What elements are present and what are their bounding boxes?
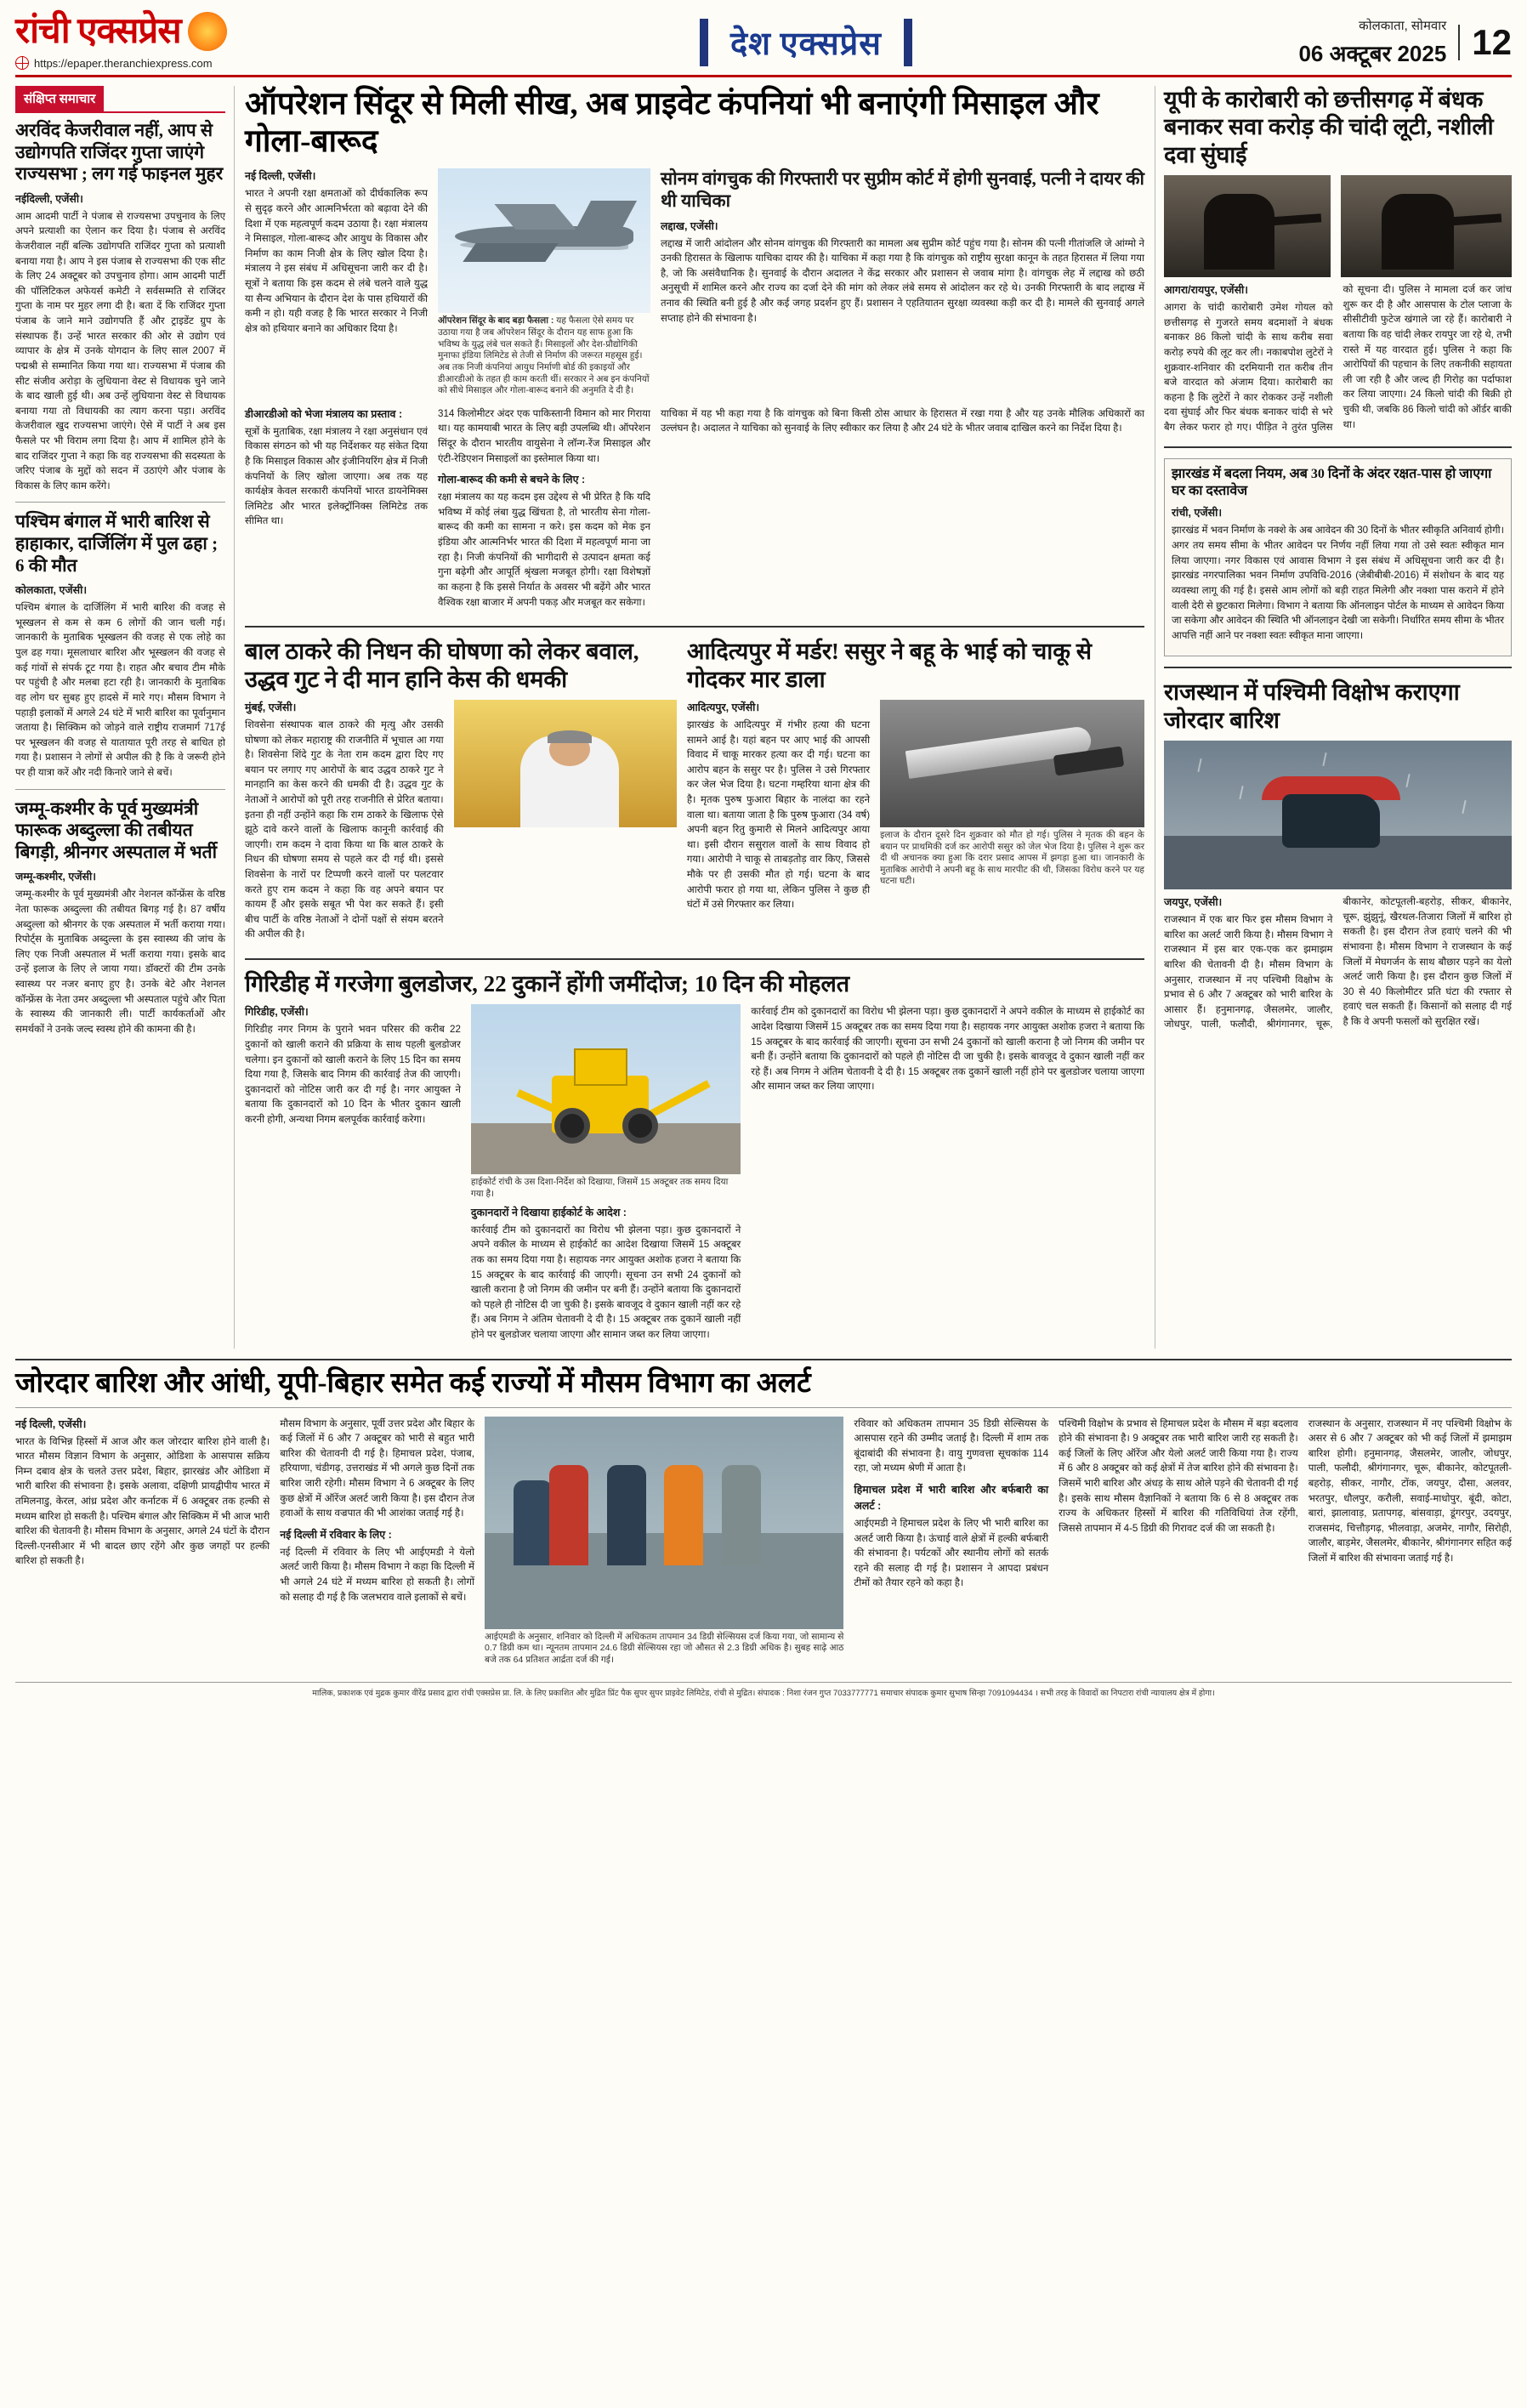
- subheading: दुकानदारों ने दिखाया हाईकोर्ट के आदेश :: [470, 1206, 627, 1218]
- murder-text-right: इलाज के दौरान दूसरे दिन शुक्रवार को मौत हो गई। पुलिस ने मृतक की बहन के बयान पर प्राथमिकी दर्ज कर आरोपी ससुर को जेल भेज दिया है। पुलिस ने शुरू कर दी थी अचानक क्या हुआ कि दरार प्रसाद आपस में झगड़ा हुआ था। जानकारी के मुताबिक आरोपी ने अपनी बहू के साथ मारपीट की थी, जिसका विरोध करने पर यह घटना घटी।: [880, 829, 1144, 887]
- decorative-bar-right: [904, 19, 912, 66]
- decorative-bar-left: [700, 19, 708, 66]
- story-text: जम्मू-कश्मीर के पूर्व मुख्यमंत्री और नेशनल कॉन्फ्रेंस के वरिष्ठ नेता फारूक अब्दुल्ला की तबीयत बिगड़ गई है। 87 वर्षीय अब्दुल्ला को श्रीनगर के एक अस्पताल में भर्ती कराया गया। रिपोर्ट्स के मुताबिक अब्दुल्ला के इस स्वास्थ्य की जांच के लिए एक निजी अस्पताल में भर्ती कराया गया। इसके बाद उन्हें इलाज के लिए ले जाया गया। डॉक्टरों की टीम उनके स्वास्थ्य पर नजर बनाए हुए है। उनके बेटे और नेशनल कॉन्फ्रेंस के नेता उमर अब्दुल्ला भी अस्पताल पहुंचे और पिता के स्वास्थ्य की जानकारी ली। पार्टी कार्यकर्ताओं और समर्थकों ने उनके जल्द स्वस्थ होने की कामना की है।: [15, 889, 225, 1035]
- story-text: झारखंड के आदित्यपुर में गंभीर हत्या की घटना सामने आई है। यहां बहन पर आए भाई की आपसी विवाद में चाकू मारकर हत्या कर दी गई। घटना का आरोप बहन के ससुर पर है। पुलिस ने उसे गिरफ्तार कर जेल भेज दिया है। घटना गम्हरिया थाना क्षेत्र की है। मृतक पुरुष फुआरा बिहार के नालंदा का रहने वाला था। बताया जाता है कि पुरुष फुआरा (34 वर्ष) अपनी बहन रितु कुमारी से मिलने आदित्यपुर आया था। इसी दौरान ससुराल वालों के साथ विवाद हो गया। आरोपी ने चाकू से ताबड़तोड़ वार किए, जिससे मौके पर ही उसकी मौत हो गई। घटना के बाद आरोपी फरार हो गया था, लेकिन पुलिस ने कुछ ही घंटों में उसे गिरफ्तार कर लिया।: [686, 718, 871, 911]
- masthead: [15, 12, 1512, 77]
- story-text: भारत के विभिन्न हिस्सों में आज और कल जोरदार बारिश होने वाली है। भारत मौसम विज्ञान विभाग के अनुसार, ओडिशा के आसपास सक्रिय निम्न दबाव क्षेत्र के चलते उत्तर प्रदेश, बिहार, झारखंड और ओडिशा में भारी बारिश की संभावना है। इसके अलावा, दक्षिणी प्रायद्वीपीय भारत में तमिलनाडु, केरल, आंध्र प्रदेश और कर्नाटक में 6 अक्टूबर तक हल्की से मध्यम बारिश हो सकती है। पश्चिम बंगाल और सिक्किम में भी आज भारी बारिश की चेतावनी है। मौसम विभाग के अनुसार, अगले 24 घंटों के दौरान दिल्ली-एनसीआर में भी बादल छाए रहेंगे और कुछ जगहों पर हल्की बारिश हो सकती है।: [15, 1435, 270, 1567]
- brief-story-1-headline: अरविंद केजरीवाल नहीं, आप से उद्योगपति राजिंदर गुप्ता जाएंगे राज्यसभा ; लग गई फाइनल मुहर: [15, 120, 224, 185]
- weather-col-4: [854, 1417, 1048, 1671]
- divider: [245, 958, 1144, 960]
- story-text: कार्रवाई टीम को दुकानदारों का विरोध भी झेलना पड़ा। कुछ दुकानदारों ने अपने वकील के माध्यम से हाईकोर्ट का आदेश दिखाया जिसमें 15 अक्टूबर तक का समय दिया गया है। सहायक नगर आयुक्त अशोक हजरा ने बताया कि 15 अक्टूबर के बाद कार्रवाई की जाएगी। सूचना उन सभी 24 दुकानों को खाली कराना है जो निगम की जमीन पर बनी हैं। उन्होंने बताया कि दुकानदारों को पहले ही नोटिस दी जा चुकी है। इसके बावजूद वे दुकान खाली नहीं कर रहे हैं। अब निगम ने अंतिम चेतावनी दे दी है। 15 अक्टूबर तक दुकानें खाली नहीं होने पर बुलडोजर चलाया जाएगा और सामान जब्त कर लिया जाएगा।: [751, 1006, 1144, 1093]
- divider: [1164, 446, 1512, 448]
- lead-col-3: [661, 168, 1144, 400]
- dateline: आगरा/रायपुर, एजेंसी।: [1164, 284, 1249, 297]
- story-text: झारखंड में भवन निर्माण के नक्शे के अब आवेदन की 30 दिनों के भीतर स्वीकृति अनिवार्य होगी। अगर तय समय सीमा के भीतर आवेदन पर निर्णय नहीं लिया गया तो उसे स्वतः स्वीकृत मान लिया जाएगा। नगर विकास एवं आवास विभाग ने इस संबंध में अधिसूचना जारी कर दी है। झारखंड नगरपालिका भवन निर्माण उपविधि-2016 (जेबीबीबी-2016) में संशोधन के बाद यह व्यवस्था लागू की गई है। इससे आम लोगों को बड़ी राहत मिलेगी और नक्शा पास कराने में होने वाली देरी से छुटकारा मिलेगा। विभाग ने बताया कि ऑनलाइन पोर्टल के माध्यम से आवेदन किया जा सकेगा और आवेदन की स्थिति भी ऑनलाइन देखी जा सकेगी। निर्धारित समय सीमा के भीतर आपत्ति नहीं आने पर नक्शा स्वतः स्वीकृत माना जाएगा।: [1172, 525, 1504, 641]
- pedestrian: [514, 1480, 553, 1565]
- dateline: जयपुर, एजेंसी।: [1164, 896, 1223, 909]
- giridih-story: [245, 970, 1144, 1349]
- subheading: हिमाचल प्रदेश में भारी बारिश और बर्फबारी का अलर्ट :: [854, 1483, 1049, 1512]
- logo-text: रांची एक्सप्रेस: [15, 12, 181, 51]
- epaper-url[interactable]: [15, 56, 381, 70]
- gunman-figure: [1382, 194, 1453, 270]
- lead-photo-block: [438, 168, 650, 400]
- murder-text-left: [687, 700, 870, 918]
- sun-icon: [188, 12, 227, 51]
- brief-story-3-headline: जम्मू-कश्मीर के पूर्व मुख्यमंत्री फारूक अब्दुल्ला की तबीयत बिगड़ी, श्रीनगर अस्पताल में भर्ती: [15, 798, 218, 862]
- caption-text: यह फैसला ऐसे समय पर उठाया गया है जब ऑपरेशन सिंदूर के दौरान यह साफ हुआ कि भविष्य के युद्ध लंबे चल सकते हैं। मिसाइलों और देश-प्रौद्योगिकी मुनाफा इंडिया लिमिटेड से तेजी से निर्माण की जरूरत महसूस हुई। अब तक निजी कंपनियां आयुध निर्माणी बोर्ड की इकाइयों और डीआरडीओ के तहत ही काम करती थीं। सरकार ने अब इन कंपनियों को सीधे मिसाइल और गोला-बारूद बनाने की अनुमति दे दी है।: [438, 315, 650, 396]
- lead-sub-1: [245, 406, 428, 616]
- silver-loot-body: [1164, 282, 1512, 436]
- brief-story-2-headline: पश्चिम बंगाल में भारी बारिश से हाहाकार, दार्जिलिंग में पुल ढहा ; 6 की मौत: [15, 511, 219, 576]
- weather-col-2: [280, 1417, 474, 1671]
- weather-col-3: आईएमडी के अनुसार, शनिवार को दिल्ली में अधिकतम तापमान 34 डिग्री सेल्सियस दर्ज किया गया, जो सामान्य से 0.7 डिग्री कम था। न्यूनतम तापमान 24.6 डिग्री सेल्सियस रहा जो औसत से 2.3 डिग्री अधिक है। सुबह साढ़े आठ बजे तक 64 प्रतिशत आर्द्रता दर्ज की गई।: [484, 1631, 844, 1665]
- story-text: आईएमडी ने हिमाचल प्रदेश के लिए भी भारी बारिश का अलर्ट जारी किया है। ऊंचाई वाले क्षेत्रों में हल्की बर्फबारी की संभावना है। पर्यटकों और स्थानीय लोगों को सतर्क रहने की सलाह दी गई है। प्रशासन ने आपदा प्रबंधन टीमों को तैयार रहने को कहा है।: [854, 1517, 1049, 1589]
- edition-place: कोलकाता, सोमवार: [1359, 19, 1447, 33]
- newspaper-logo: [15, 12, 381, 51]
- page-body: [15, 86, 1512, 1349]
- caption-label: ऑपरेशन सिंदूर के बाद बड़ा फैसला :: [438, 315, 554, 327]
- section-title: देश एक्सप्रेस: [729, 26, 882, 62]
- dateline: लद्दाख, एजेंसी।: [661, 219, 718, 232]
- lead-story-top: [245, 168, 1144, 400]
- story-text: नई दिल्ली में रविवार के लिए भी आईएमडी ने येलो अलर्ट जारी किया है। मौसम विभाग ने कहा कि दिल्ली में भी अगले 24 घंटे में मध्यम बारिश हो सकती है। लोगों को सलाह दी गई है कि जलभराव वाले इलाकों से बचें।: [280, 1546, 474, 1603]
- giridih-body: [245, 1004, 1144, 1348]
- story-text: कार्रवाई टीम को दुकानदारों का विरोध भी झेलना पड़ा। कुछ दुकानदारों ने अपने वकील के माध्यम से हाईकोर्ट का आदेश दिखाया जिसमें 15 अक्टूबर तक का समय दिया गया है। सहायक नगर आयुक्त अशोक हजरा ने बताया कि 15 अक्टूबर के बाद कार्रवाई की जाएगी। सूचना उन सभी 24 दुकानों को खाली कराना है जो निगम की जमीन पर बनी हैं। उन्होंने बताया कि दुकानदारों को पहले ही नोटिस दी जा चुकी है। इसके बावजूद वे दुकान खाली नहीं कर रहे हैं। अब निगम ने अंतिम चेतावनी दे दी है। 15 अक्टूबर तक दुकानें खाली नहीं होने पर बुलडोजर चलाया जाएगा और सामान जब्त कर लिया जाएगा।: [470, 1224, 741, 1340]
- story-text: भारत ने अपनी रक्षा क्षमताओं को दीर्घकालिक रूप से सुदृढ़ करने और आत्मनिर्भरता को बढ़ावा देने की दिशा में एक महत्वपूर्ण कदम उठाया है। रक्षा मंत्रालय ने मिसाइल, गोला-बारूद और आयुध के विकास और निर्माण का काम निजी क्षेत्र के लिए खोल दिया है। मंत्रालय ने इस संबंध में अधिसूचना जारी कर दी है। सूत्रों ने बताया कि इस कदम से लंबे चलने वाले युद्ध या सैन्य अभियान के दौरान देश के पास हथियारों की कमी न हो। यही वजह है कि भारत सरकार ने निजी क्षेत्र को हथियार बनाने का अधिकार दिया है।: [245, 188, 428, 334]
- subheading: नई दिल्ली में रविवार के लिए :: [280, 1528, 392, 1541]
- weather-col-1: [15, 1417, 270, 1671]
- main-column: [245, 86, 1144, 1349]
- story-text: लद्दाख में जारी आंदोलन और सोनम वांगचुक की गिरफ्तारी का मामला अब सुप्रीम कोर्ट पहुंच गया है। सोनम की पत्नी गीतांजलि जे आंग्मो ने उनकी हिरासत के खिलाफ याचिका दायर की है। याचिका में कहा गया है कि वांगचुक को राष्ट्रीय सुरक्षा कानून के तहत हिरासत में लिया गया है, जो कि असंवैधानिक है। सुनवाई के दौरान अदालत ने केंद्र सरकार और प्रशासन से जवाब मांगा है। वांगचुक लेह में लद्दाख को छठी अनुसूची में शामिल करने और राज्य का दर्जा देने की मांग को लेकर लंबे समय से आंदोलन कर रहे थे। उनकी गिरफ्तारी के बाद लद्दाख में तनाव की स्थिति बनी हुई है और कई जगह प्रदर्शन हुए हैं। प्रशासन ने एहतियातन सुरक्षा व्यवस्था कड़ी कर दी है। मामले की सुनवाई अगले सप्ताह होने की संभावना है।: [661, 237, 1144, 324]
- pedestrian: [664, 1465, 703, 1565]
- story-text: राजस्थान में एक बार फिर इस मौसम विभाग ने बारिश का अलर्ट जारी किया है। मौसम विभाग ने राजस्थान में इस बार एक-एक कर झमाझम बारिश की चेतावनी दी है। मौसम विभाग के अनुसार, राजस्थान में नए पश्चिमी विक्षोभ के प्रभाव से 6 और 7 अक्टूबर को भारी बारिश के आसार हैं। हनुमानगढ़, जैसलमेर, जालौर, जोधपुर, पाली, फलौदी, श्रीगंगानगर, चूरू, बीकानेर, कोटपूतली-बहरोड़, सीकर, बीकानेर, चूरू, झुंझुनूं, खैरथल-तिजारा जिलों में बारिश हो सकती है। इस दौरान तेज हवाएं चलने की भी संभावना है। मौसम विभाग ने राजस्थान के कई जिलों में मेघगर्जन के साथ बौछार पड़ने का येलो अलर्ट जारी किया है। इस दौरान कुछ जिलों में 30 से 40 किलोमीटर प्रति घंटा की रफ्तार से हवाएं चल सकती हैं। किसानों को सलाह दी गई है कि वे अपनी फसलों को सुरक्षित रखें।: [1164, 896, 1512, 1031]
- jharkhand-rule-box: [1164, 458, 1512, 656]
- divider: [1164, 667, 1512, 668]
- lead-right-column: [661, 168, 1144, 326]
- lead-story-bottom: [245, 406, 1144, 616]
- excavator-cab: [574, 1048, 627, 1086]
- jharkhand-box-body: [1172, 505, 1504, 643]
- masked-gunman-photo-2: [1341, 175, 1512, 277]
- giridih-text-3: [751, 1004, 1144, 1348]
- bottom-story-body: [15, 1417, 1512, 1671]
- story-text: याचिका में यह भी कहा गया है कि वांगचुक को बिना किसी ठोस आधार के हिरासत में रखा गया है और यह उनके मौलिक अधिकारों का उल्लंघन है। अदालत ने याचिका को सुनवाई के लिए स्वीकार कर लिया है और 24 घंटे के भीतर जवाब दाखिल करने का निर्देश दिया है।: [661, 407, 1144, 434]
- globe-icon: [15, 56, 29, 70]
- masthead-right: [1231, 12, 1512, 68]
- weather-alert-headline: जोरदार बारिश और आंधी, यूपी-बिहार समेत कई राज्यों में मौसम विभाग का अलर्ट: [15, 1367, 811, 1399]
- thackeray-photo-block: [454, 700, 677, 948]
- silver-photo-2: [1341, 175, 1512, 277]
- section-tag-wrap: [15, 86, 225, 113]
- bottom-story: [15, 1359, 1512, 1408]
- page-number: 12: [1458, 25, 1512, 60]
- giridih-text-2: [471, 1205, 741, 1343]
- thackeray-story: [245, 638, 677, 948]
- brief-story-2-body: [15, 582, 225, 780]
- dateline: गिरिडीह, एजेंसी।: [245, 1006, 309, 1019]
- giridih-photo-block: [471, 1004, 741, 1348]
- wangchuk-headline: सोनम वांगचुक की गिरफ्तारी पर सुप्रीम कोर्ट में होगी सुनवाई, पत्नी ने दायर की थी याचिका: [661, 168, 1144, 211]
- thackeray-text-left: [245, 700, 444, 948]
- uddhav-thackeray-photo: [454, 700, 677, 827]
- divider: [245, 626, 1144, 628]
- dateline: नई दिल्ली, एजेंसी।: [245, 170, 316, 183]
- story-text: रविवार को अधिकतम तापमान 35 डिग्री सेल्सियस के आसपास रहने की उम्मीद जताई है। दिल्ली में शाम तक बूंदाबांदी की संभावना है। वायु गुणवत्ता सूचकांक 114 रहा, जो मध्यम श्रेणी में आता है।: [854, 1417, 1049, 1474]
- section-tag-brief-news: संक्षिप्त समाचार: [15, 86, 104, 111]
- knife-photo: [880, 700, 1144, 827]
- photo-caption: [438, 313, 650, 400]
- brief-story-1-body: [15, 191, 225, 494]
- mid-stories-row: [245, 638, 1144, 948]
- brief-news-column: [15, 86, 235, 1349]
- rider-figure: [1282, 794, 1380, 848]
- subheading: डीआरडीओ को भेजा मंत्रालय का प्रस्ताव :: [245, 407, 403, 420]
- brief-story-3-body: [15, 869, 225, 1036]
- story-text: शिवसेना संस्थापक बाल ठाकरे की मृत्यु और उसकी घोषणा को लेकर महाराष्ट्र की राजनीति में भूचाल आ गया है। शिवसेना शिंदे गुट के नेता राम कदम द्वारा दिए गए बयान पर लगाए गए आरोपों के बाद उद्धव ठाकरे गुट ने मानहानि का केस करने की धमकी दी है। उद्धव गुट के नेताओं ने आरोपों को पूरी तरह राजनीति से प्रेरित बताया। इतना ही नहीं उन्होंने कहा कि राम ठाकरे के खिलाफ ऐसे झूठे दावे करने वालों के खिलाफ कानूनी कार्रवाई की जाएगी। राम कदम ने दावा किया था कि बाल ठाकरे के निधन की घोषणा समय से पहले कर दी गई थी। इससे शिवसेना के नारों पर टिप्पणी करने वालों पर पलटवार करते हुए राम कदम ने कहा कि वह अपने बयान पर कायम हैं और इसके सबूत भी पेश कर सकते हैं। इसी बीच पार्टी के वरिष्ठ नेताओं ने दोनों पक्षों से संयम बरतने की अपील की है।: [245, 718, 444, 940]
- rajasthan-body: [1164, 894, 1512, 1034]
- giridih-text-1: [245, 1004, 461, 1348]
- jharkhand-box-headline: झारखंड में बदला नियम, अब 30 दिनों के अंदर रक्षत-पास हो जाएगा घर का दस्तावेज: [1172, 467, 1492, 499]
- story-text: रक्षा मंत्रालय का यह कदम इस उद्देश्य से भी प्रेरित है कि यदि भविष्य में कोई लंबा युद्ध खिंचता है, तो भारतीय सेना गोला-बारूद की कमी का सामना न करे। इस कदम को मेक इन इंडिया और आत्मनिर्भर भारत की दिशा में महत्वपूर्ण माना जा रहा है। निजी कंपनियों की भागीदारी से उत्पादन क्षमता कई गुना बढ़ेगी और आपूर्ति श्रृंखला मजबूत होगी। रक्षा विशेषज्ञों का कहना है कि इससे निर्यात के अवसर भी बढ़ेंगे और भारत वैश्विक रक्षा बाजार में अपनी पकड़ और मजबूत कर सकेगा।: [438, 491, 650, 608]
- story-text: राजस्थान के अनुसार, राजस्थान में नए पश्चिमी विक्षोभ के असर से 6 और 7 अक्टूबर को भी कई जिलों में झमाझम बारिश होगी। हनुमानगढ़, जैसलमेर, जालौर, जोधपुर, पाली, फलौदी, श्रीगंगानगर, चूरू, बीकानेर, कोटपूतली-बहरोड़, सीकर, नागौर, टोंक, जयपुर, दौसा, अलवर, भरतपुर, धौलपुर, करौली, सवाई-माधोपुर, बूंदी, कोटा, बारां, झालावाड़, प्रतापगढ़, बांसवाड़ा, डूंगरपुर, उदयपुर, राजसमंद, चित्तौड़गढ़, भीलवाड़ा, अजमेर, नागौर, सिरोही, जालौर, बाड़मेर, जैसलमेर, बीकानेर, श्रीगंगानगर सहित कई जिलों में बारिश की संभावना जताई गई है।: [1308, 1417, 1512, 1564]
- dateline: आदित्यपुर, एजेंसी।: [686, 701, 760, 713]
- rajasthan-headline: राजस्थान में पश्चिमी विक्षोभ कराएगा जोरदार बारिश: [1164, 679, 1460, 733]
- masthead-left: [15, 12, 381, 70]
- person-hair: [548, 730, 592, 743]
- dateline: नई दिल्ली, एजेंसी।: [15, 1417, 87, 1430]
- thackeray-headline: बाल ठाकरे की निधन की घोषणा को लेकर बवाल, उद्धव गुट ने दी मान हानि केस की धमकी: [245, 639, 639, 692]
- weather-col-6: [1308, 1417, 1512, 1671]
- divider: [15, 502, 225, 503]
- story-text: पश्चिम बंगाल के दार्जिलिंग में भारी बारिश की वजह से भूस्खलन से कम से कम 6 लोगों की जान चली गई। जानकारी के मुताबिक भूस्खलन की वजह से एक लोहे का पुल ढह गया। मूसलाधार बारिश और भूस्खलन की वजह से कई गांवों से संपर्क टूट गया है। राहत और बचाव टीम मौके पर पहुंची है और मलबा हटा रही है। जानकारी के मुताबिक वह लोग घर सुबह हुए हादसे में मारे गए। मौसम विभाग ने पहाड़ी इलाकों में अगले 24 घंटे में भारी बारिश का पूर्वानुमान जताया है। सिक्किम को जोड़ने वाले राष्ट्रीय राजमार्ग 717ई पर भूस्खलन की वजह से यातायात पूरी तरह से बाधित हो गया है। प्रशासन ने लोगों से अपील की है कि वे जरूरी होने पर ही यात्रा करें और नदी किनारे जाने से बचें।: [15, 602, 225, 778]
- story-text: पश्चिमी विक्षोभ के प्रभाव से हिमाचल प्रदेश के मौसम में बड़ा बदलाव होने की संभावना है। 9 अक्टूबर तक भारी बारिश जारी रह सकती है। कई जिलों के लिए ऑरेंज और येलो अलर्ट जारी किया गया है। राज्य में 6 और 8 अक्टूबर को कई क्षेत्रों में तेज बारिश होने की संभावना है। जिसमें भारी बारिश और अंधड़ के साथ ओले पड़ने की चेतावनी दी गई है। इसके साथ मौसम वैज्ञानिकों ने बताया कि 6 से 8 अक्टूबर तक राज्य के अधिकतर हिस्सों में बारिश की गतिविधियां तेज रहेंगी, जिससे तापमान में 4-5 डिग्री की गिरावट दर्ज की जा सकती है।: [1059, 1417, 1298, 1534]
- right-column: [1155, 86, 1512, 1349]
- edition-date: 06 अक्टूबर 2025: [1298, 41, 1447, 66]
- pedestrian: [607, 1465, 646, 1565]
- story-text: आगरा के चांदी कारोबारी उमेश गोयल को छत्तीसगढ़ से गुजरते समय बदमाशों ने बंधक बनाकर 86 किलो चांदी के साथ करीब सवा करोड़ रुपये की लूट कर ली। नकाबपोश लुटेरों ने शुक्रवार-शनिवार की दरमियानी रात करीब तीन बजे वारदात को अंजाम दिया। कारोबारी का कहना है कि लुटेरों ने कार रोककर उन्हें नशीली दवा सुंघाई और फिर बंधक बनाकर चांदी से भरे बैग लेकर फरार हो गए। पीड़ित ने तुरंत पुलिस को सूचना दी। पुलिस ने मामला दर्ज कर जांच शुरू कर दी है और आसपास के टोल प्लाजा के सीसीटीवी फुटेज खंगाले जा रहे हैं। कारोबारी ने बताया कि वह चांदी लेकर रायपुर जा रहे थे, तभी रास्ते में यह वारदात हुई। पुलिस ने कहा कि आरोपियों की पहचान के लिए तकनीकी सहायता ली जा रही है और जल्द ही गिरोह का पर्दाफाश कर लिया जाएगा। 24 किलो चांदी की बिक्री हो चुकी थी, जबकि 86 किलो चांदी को ऑर्डर बाकी था।: [1164, 284, 1512, 434]
- lead-sub-3: [661, 406, 1144, 616]
- dateline: कोलकाता, एजेंसी।: [15, 584, 88, 597]
- giridih-photo-caption: हाईकोर्ट रांची के उस दिशा-निर्देश को दिखाया, जिसमें 15 अक्टूबर तक समय दिया गया है।: [470, 1177, 729, 1200]
- jet-tail: [576, 201, 637, 230]
- gunman-figure: [1204, 194, 1274, 270]
- lead-col-1: [245, 168, 428, 400]
- silver-loot-headline: यूपी के कारोबारी को छत्तीसगढ़ में बंधक बनाकर सवा करोड़ की चांदी लूटी, नशीली दवा सुंघाई: [1164, 87, 1494, 168]
- dateline: रांची, एजेंसी।: [1172, 507, 1223, 520]
- pedestrian: [549, 1465, 588, 1565]
- masthead-center: [381, 12, 1231, 66]
- page-footer: मालिक, प्रकाशक एवं मुद्रक कुमार वीरेंद्र प्रसाद द्वारा रांची एक्सप्रेस प्रा. लि. के लिए प्रकाशित और मुद्रित प्रिंट पैक सुपर सुपर प्राइवेट लिमिटेड, रांची से मुद्रित। संपादक : निशा रंजन गुप्त 7033777771 समाचार संपादक कुमार सुभाष सिन्हा 7091094434 । सभी तरह के विवादों का निपटारा रांची न्यायालय क्षेत्र में होगा।: [15, 1682, 1512, 1699]
- silver-photo-1: [1164, 175, 1331, 277]
- silver-loot-top: [1164, 175, 1512, 277]
- subheading: गोला-बारूद की कमी से बचने के लिए :: [438, 474, 586, 486]
- giridih-headline: गिरिडीह में गरजेगा बुलडोजर, 22 दुकानें होंगी जमींदोज; 10 दिन की मोहलत: [245, 971, 850, 997]
- story-text: मौसम विभाग के अनुसार, पूर्वी उत्तर प्रदेश और बिहार के कई जिलों में 6 और 7 अक्टूबर को भारी से बहुत भारी बारिश की चेतावनी दी गई है। हिमाचल प्रदेश, पंजाब, हरियाणा, चंडीगढ़, उत्तराखंड में भी अगले कुछ दिनों तक बारिश जारी रहेगी। मौसम विभाग ने 6 अक्टूबर के लिए कुछ क्षेत्रों में ऑरेंज अलर्ट जारी किया है। इस दौरान तेज हवाओं के साथ वज्रपात की भी आशंका जताई गई है।: [280, 1417, 474, 1519]
- lead-text-1: [245, 168, 428, 336]
- dateline: नईदिल्ली, एजेंसी।: [15, 192, 83, 205]
- murder-story: [687, 638, 1144, 948]
- rain-rider-photo: [1164, 741, 1512, 889]
- weather-photo-block: [485, 1417, 843, 1671]
- flood-street-photo: [485, 1417, 843, 1629]
- dateline: जम्मू-कश्मीर, एजेंसी।: [15, 871, 96, 883]
- masked-gunman-photo: [1164, 175, 1331, 277]
- weather-col-5: [1059, 1417, 1298, 1671]
- wheel-rear: [622, 1108, 658, 1144]
- divider: [15, 789, 225, 790]
- lead-story-headline: ऑपरेशन सिंदूर से मिली सीख, अब प्राइवेट कंपनियां भी बनाएंगी मिसाइल और गोला-बारूद: [245, 87, 1099, 159]
- pedestrian: [722, 1465, 761, 1565]
- story-text-continued: 314 किलोमीटर अंदर एक पाकिस्तानी विमान को मार गिराया था। यह कामयाबी भारत के लिए बड़ी उपलब्धि थी। ऑपरेशन सिंदूर के दौरान भारतीय वायुसेना ने लॉन्ग-रेंज मिसाइल और एंटी-रेडिएशन मिसाइलों का इस्तेमाल किया था।: [438, 407, 650, 464]
- murder-headline: आदित्यपुर में मर्डर! ससुर ने बहू के भाई को चाकू से गोदकर मार डाला: [686, 639, 1092, 692]
- dateline: मुंबई, एजेंसी।: [245, 701, 297, 713]
- fighter-jet-photo: [438, 168, 650, 313]
- url-text: https://epaper.theranchiexpress.com: [34, 56, 213, 70]
- bulldozer-photo: [471, 1004, 741, 1174]
- lead-sub-2: [438, 406, 650, 616]
- story-text: सूत्रों के मुताबिक, रक्षा मंत्रालय ने रक्षा अनुसंधान एवं विकास संगठन को भी यह निर्देशकर यह संकेत दिया है कि मिसाइल विकास और इंजीनियरिंग क्षेत्र में निजी कंपनियों के लिए खोला जाएगा। अब तक यह कार्यक्षेत्र केवल सरकारी कंपनियों भारत डायनेमिक्स लिमिटेड और भारत इलेक्ट्रॉनिक्स लिमिटेड तक सीमित था।: [245, 425, 428, 527]
- story-text: आम आदमी पार्टी ने पंजाब से राज्यसभा उपचुनाव के लिए अपने प्रत्याशी का ऐलान कर दिया है। पंजाब से अरविंद केजरीवाल नहीं बल्कि उद्योगपति राजिंदर गुप्ता को प्रत्याशी बनाया गया है। आप ने इस पंजाब से राज्यसभा की एक सीट के लिए 24 अक्टूबर को उपचुनाव होगा। आम आदमी पार्टी की पॉलिटिकल अफेयर्स कमेटी ने सर्वसम्मति से राजिंदर गुप्ता के नाम पर मुहर लगा दी है। बता दें कि राजिंदर गुप्ता पंजाब के जाने माने उद्योगपति हैं और ट्राइडेंट ग्रुप के संस्थापक हैं। उन्हें भारत सरकार की ओर से उद्योग एवं व्यापार के क्षेत्र में उनके योगदान के लिए साल 2007 में पद्मश्री से सम्मानित किया गया था। राज्यसभा में पंजाब की सीट संजीव अरोड़ा के लुधियाना वेस्ट से विधायक चुने जाने के बाद खाली हुई थी। अब उन्हें लुधियाना वेस्ट से विधायक बनाया गया तो विधायकी का त्याग करना पड़ा। अरविंद केजरीवाल खुद राज्यसभा जाएंगे। ऐसे में पार्टी ने अब इस फैसले पर भी विराम लगा दिया है। आप में शामिल होने के बाद राजिंदर गुप्ता ने कहा कि वह राज्यसभा की सदस्यता के जरिए पंजाब के मुद्दों को सदन में उठाएंगे और पंजाब के विकास के लिए काम करेंगे।: [15, 210, 225, 491]
- murder-photo-block: [880, 700, 1144, 918]
- story-text: गिरिडीह नगर निगम के पुराने भवन परिसर की करीब 22 दुकानों को खाली कराने की प्रक्रिया के साथ पहली बुलडोजर चलेगा। इन दुकानों को खाली कराने के लिए 15 दिन का समय दिया गया है, जिसके बाद निगम की कार्रवाई तेज की जाएगी। दुकानदारों को नोटिस जारी कर दी गई है। नगर आयुक्त ने बताया कि दुकानदारों को 10 दिन के भीतर दुकान खाली करनी होगी, अन्यथा निगम बलपूर्वक कार्रवाई करेगा।: [245, 1024, 461, 1126]
